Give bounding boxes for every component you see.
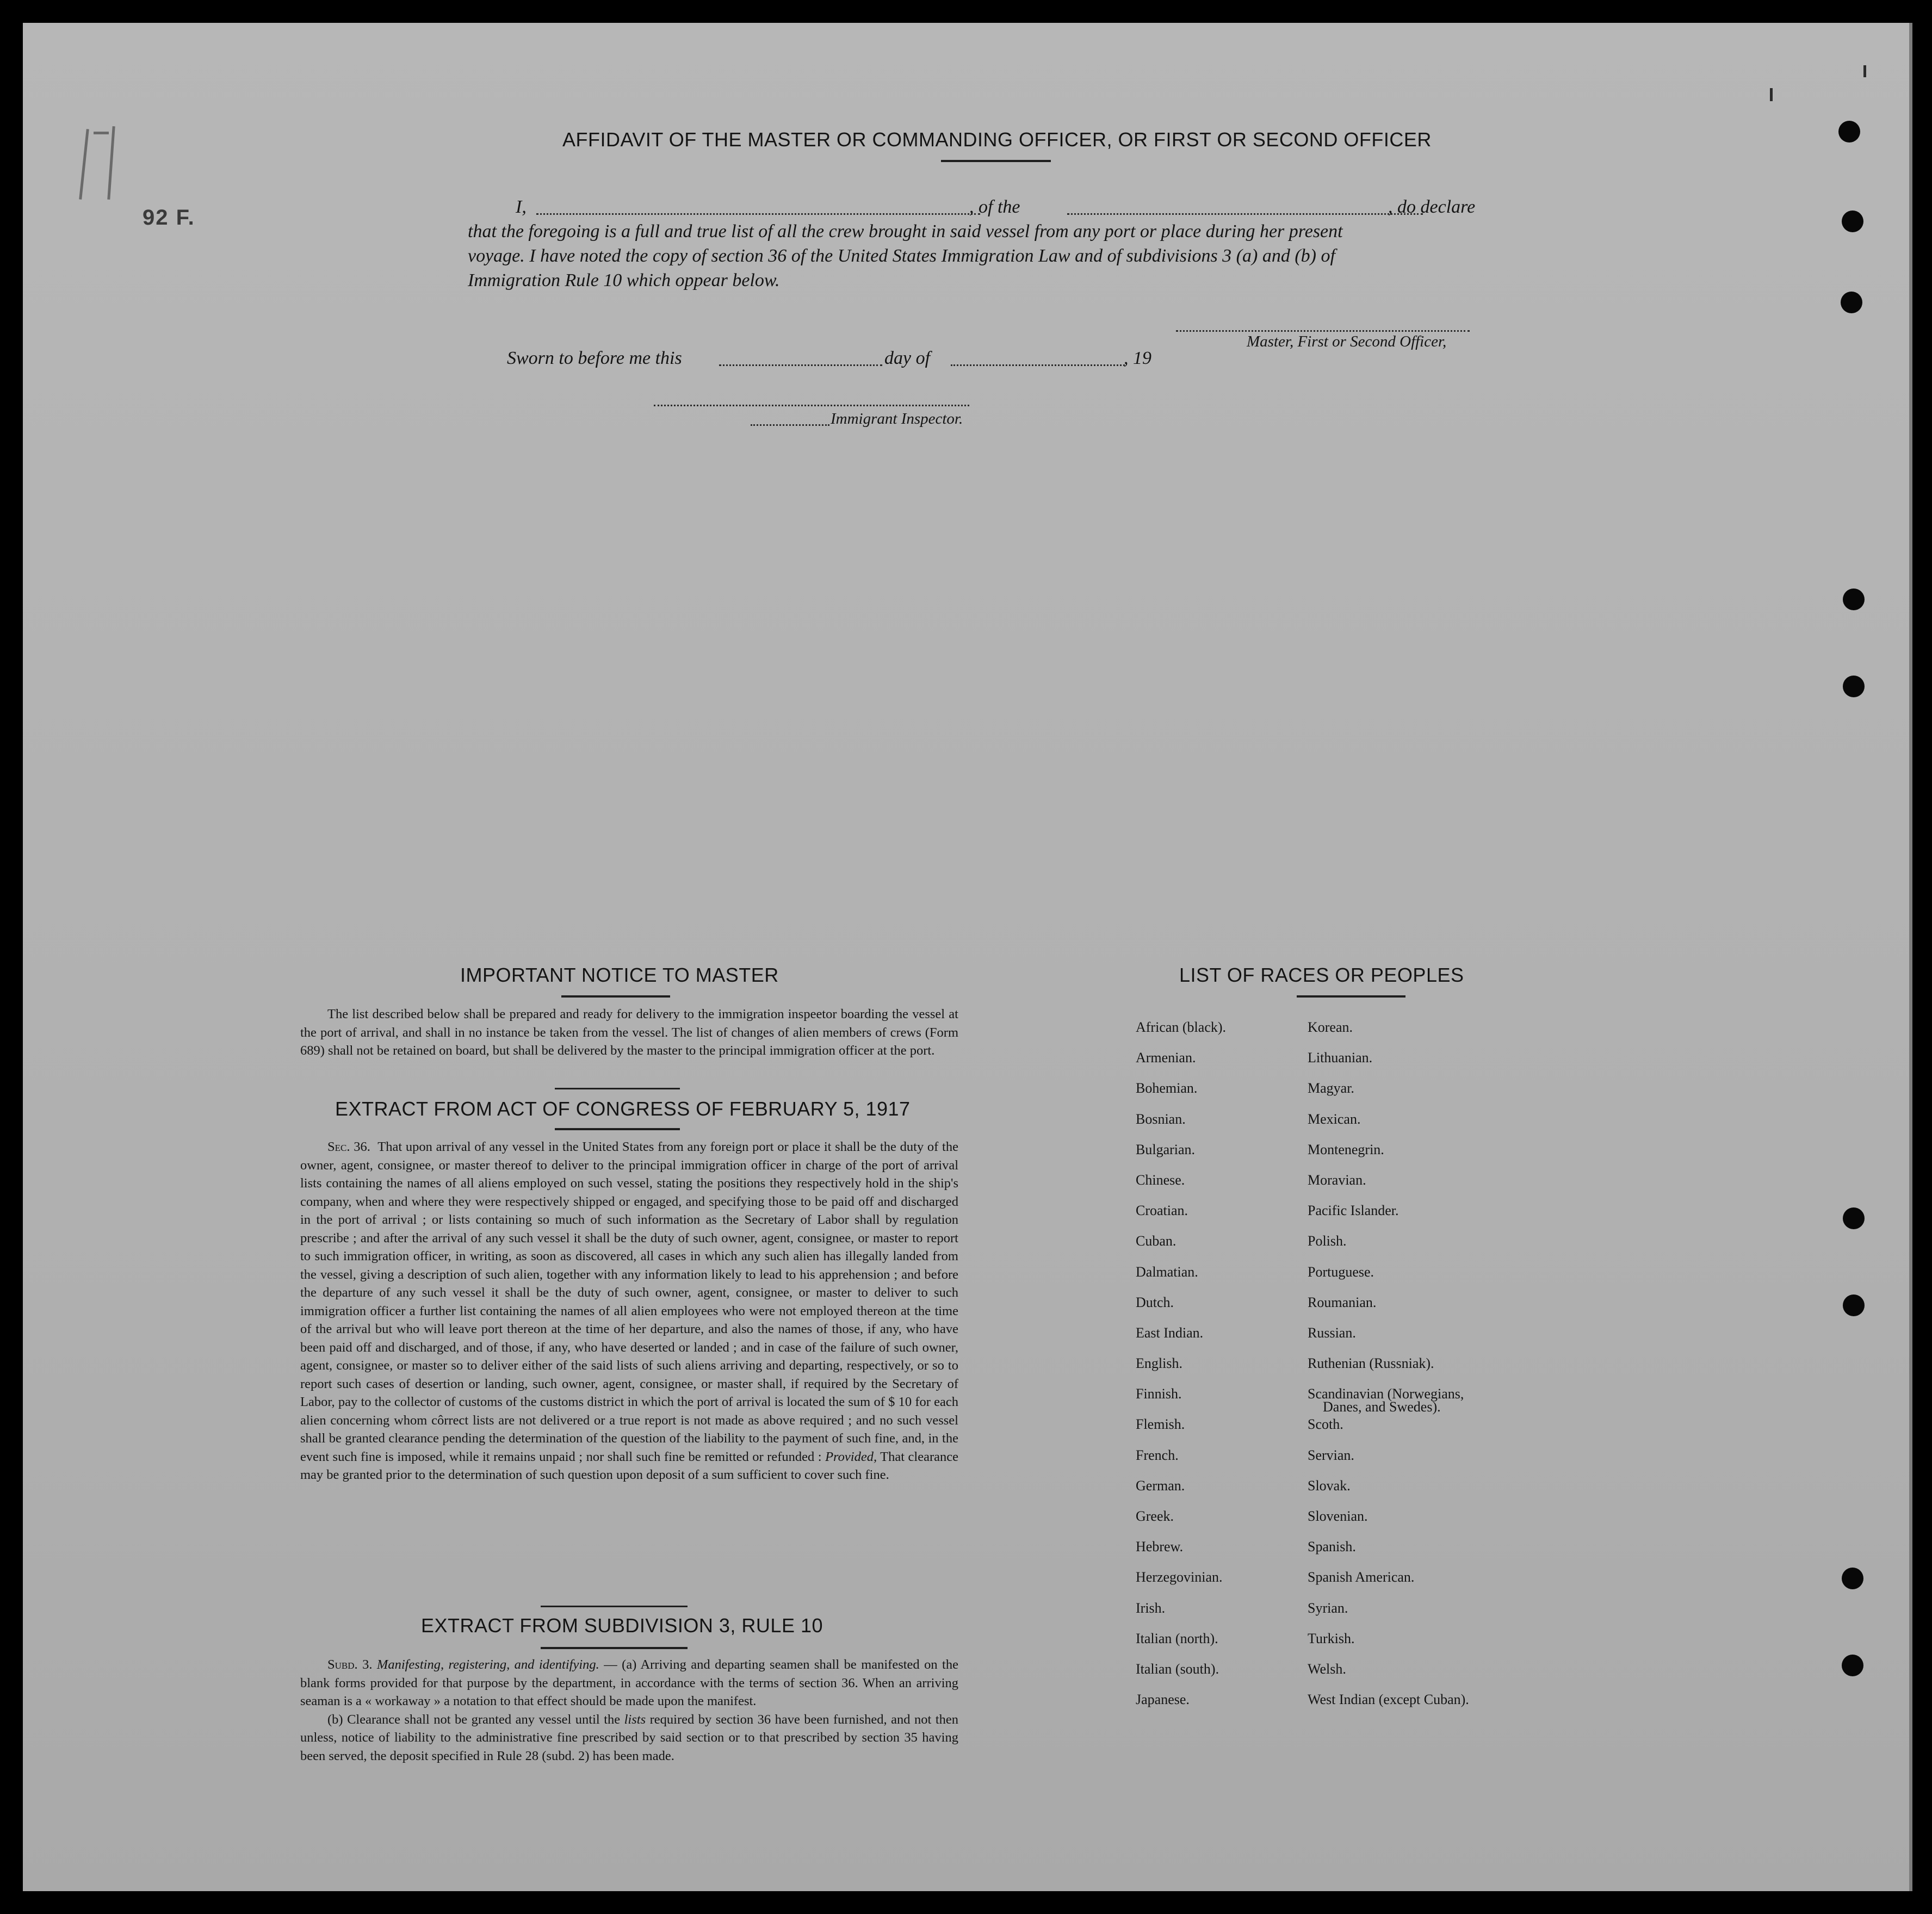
race-item: Cuban. [1136, 1233, 1176, 1249]
act-paragraph [300, 1138, 958, 1484]
margin-pencil-mark [94, 132, 109, 134]
race-item [1308, 1386, 1469, 1416]
vessel-blank [1067, 213, 1423, 215]
affidavit-line-3: voyage. I have noted the copy of section 36 of the United States Immigration Law and of subdivisions 3 (a) and (b) of [468, 246, 1335, 266]
binder-hole [1842, 210, 1863, 232]
margin-pencil-mark [79, 129, 89, 200]
notice-title: IMPORTANT NOTICE TO MASTER [460, 964, 779, 986]
subd-heading: Manifesting, registering, and identifying. [376, 1657, 599, 1672]
race-item: Welsh. [1308, 1661, 1346, 1677]
races-right-column [1308, 1019, 1469, 1722]
year-label: , 19 [1124, 348, 1151, 368]
race-item: Dalmatian. [1136, 1263, 1198, 1280]
para-a-mark: — (a) [604, 1657, 637, 1672]
rule-title-rule [541, 1647, 688, 1649]
notice-body: The list described below shall be prepared and ready for delivery to the immigration inspeetor boarding the vessel at the port of arrival, and shall in no instance be taken from the vessel. The list of changes of alien members of crews (Form 689) shall not be retained on board, but shall be delivered by the master to the principal immigration officer at the port. [300, 1007, 958, 1058]
name-blank [536, 213, 980, 215]
act-body: That upon arrival of any vessel in the United States from any foreign port or place it shall be the duty of the owner, agent, consignee, or master thereof to deliver to the principal immigration officer in charge of the port of arrival lists containing the names of all aliens employed on such vessel, stating the positions they respectively hold in the ship's company, when and where they were respectively shipped or engaged, and specifying those to be paid off and discharged in the port of arrival ; or lists containing so much of such information as the Secretary of Labor shall by regulation prescribe ; and after the arrival of any such vessel it shall be the duty of such owner, agent, consignee, or master to report to such immigration officer, in writing, as soon as discovered, all cases in which any such alien has illegally landed from the vessel, giving a description of such alien, together with any information likely to lead to his apprehension ; and before the departure of any such vessel it shall be the duty of such owner, agent, consignee, or master to deliver to such immigration officer a further list containing the names of all alien employees who were not employed thereon at the time of the arrival but who will leave port thereon at the time of her departure, and also the names of those, if any, who have been paid off and discharged, and of those, if any, who have deserted or landed ; and in case of the failure of such owner, agent, consignee, or master so to deliver either of the said lists of such aliens arriving and departing, respectively, or so to report such cases of desertion or landing, such owner, agent, consignee, or master shall, if required by the Secretary of Labor, pay to the collector of customs of the customs district in which the port of arrival is located the sum of $ 10 for each alien concerning whom côrrect lists are not delivered or a true report is not made as above required ; and no such vessel shall be granted clearance pending the determination of the question of the liability to the payment of such fine, and, in the event such fine is imposed, while it remains unpaid ; nor shall such fine be remitted or refunded : [300, 1139, 958, 1464]
race-item: Flemish. [1136, 1416, 1185, 1433]
race-item: Armenian. [1136, 1050, 1196, 1066]
act-section-label: Sec. 36. [327, 1139, 370, 1154]
race-item: Hebrew. [1136, 1539, 1184, 1555]
sworn-month-blank [951, 364, 1125, 366]
race-item: Bulgarian. [1136, 1141, 1196, 1157]
race-item: Croatian. [1136, 1203, 1188, 1219]
act-body-end: That clearance may be granted prior to the determination of such question upon deposit of a sum sufficient to cover such fine. [300, 1449, 959, 1482]
affidavit-title: AFFIDAVIT OF THE MASTER OR COMMANDING OFFICER, OR FIRST OR SECOND OFFICER [562, 128, 1432, 151]
para-b-mark: (b) [327, 1712, 343, 1727]
race-item: Greek. [1136, 1508, 1174, 1524]
race-item: French. [1136, 1447, 1179, 1463]
para-a-body: Arriving and departing seamen shall be manifested on the blank forms provided for that purpose by the department, in accordance with the terms of section 36. When an arriving seaman is a « workaway » a notation to that effect should be made upon the manifest. [300, 1657, 958, 1708]
page-stamp-number: 92 F. [143, 206, 195, 230]
corner-tick-mark [1863, 65, 1866, 77]
race-item: Slovenian. [1308, 1508, 1368, 1524]
rule-paragraph [300, 1656, 958, 1765]
race-item: Dutch. [1136, 1294, 1174, 1310]
rule-title: EXTRACT FROM SUBDIVISION 3, RULE 10 [421, 1614, 823, 1637]
affidavit-line-4: Immigration Rule 10 which oppear below. [468, 270, 780, 290]
binder-hole [1843, 589, 1865, 610]
race-item: Portuguese. [1308, 1263, 1374, 1280]
race-item: Polish. [1308, 1233, 1347, 1249]
binder-hole [1841, 292, 1862, 313]
margin-pencil-mark [107, 126, 115, 200]
sworn-label: Sworn to before me this [507, 348, 682, 368]
affidavit-line-2: that the foregoing is a full and true list of all the crew brought in said vessel from any port or place during her present [468, 221, 1343, 241]
race-item: Roumanian. [1308, 1294, 1377, 1310]
binder-hole [1842, 1568, 1863, 1589]
subd-label: Subd. 3. [327, 1657, 373, 1672]
sworn-day-blank [719, 364, 882, 366]
affidavit-i-label: I, [516, 197, 527, 217]
act-provided: Provided, [825, 1449, 877, 1464]
para-b-body-2: required by section 36 have been furnished, and not then unless, notice of liability to the administrative fine prescribed by said section or to that prescribed by section 35 having been served, the deposit specified in Rule 28 (subd. 2) has been made. [300, 1712, 958, 1763]
race-item: Bosnian. [1136, 1111, 1186, 1127]
binder-hole [1838, 121, 1860, 143]
para-b-lists: lists [624, 1712, 646, 1727]
race-item: Spanish American. [1308, 1569, 1415, 1585]
race-item: West Indian (except Cuban). [1308, 1692, 1469, 1708]
race-item: Turkish. [1308, 1630, 1355, 1646]
binder-hole [1843, 1207, 1865, 1229]
race-item: Servian. [1308, 1447, 1354, 1463]
binder-hole [1842, 1655, 1863, 1676]
race-item: Irish. [1136, 1600, 1166, 1616]
affidavit-of-the-label: , of the [969, 197, 1020, 217]
race-item: Italian (north). [1136, 1630, 1218, 1646]
race-item: Chinese. [1136, 1172, 1185, 1188]
binder-hole [1843, 676, 1865, 697]
corner-tick-mark [1770, 88, 1773, 101]
day-of-label: day of [884, 348, 931, 368]
affidavit-title-rule [941, 160, 1051, 162]
race-item: African (black). [1136, 1019, 1227, 1035]
act-title: EXTRACT FROM ACT OF CONGRESS OF FEBRUARY 5, 1917 [335, 1098, 911, 1120]
races-left-column [1136, 1019, 1226, 1722]
rule-title-rule [541, 1606, 688, 1607]
notice-paragraph [300, 1005, 958, 1060]
master-label: Master, First or Second Officer, [1247, 333, 1447, 350]
master-signature-blank [1176, 330, 1470, 332]
races-title: LIST OF RACES OR PEOPLES [1179, 964, 1464, 986]
race-item: Japanese. [1136, 1692, 1190, 1708]
race-item: Finnish. [1136, 1386, 1182, 1402]
race-item: Spanish. [1308, 1539, 1356, 1555]
race-item-scandinavian-cont: Danes, and Swedes). [1323, 1399, 1441, 1415]
race-item: Korean. [1308, 1019, 1353, 1035]
race-item: Slovak. [1308, 1477, 1351, 1494]
binder-hole [1843, 1294, 1865, 1316]
race-item: Syrian. [1308, 1600, 1348, 1616]
inspector-dot-leader [751, 424, 829, 426]
race-item: Moravian. [1308, 1172, 1366, 1188]
notice-title-rule [561, 995, 670, 998]
race-item: Magyar. [1308, 1080, 1354, 1097]
race-item-scandinavian: Scandinavian (Norwegians, [1308, 1386, 1464, 1402]
inspector-label: Immigrant Inspector. [831, 410, 963, 428]
race-item: Mexican. [1308, 1111, 1361, 1127]
race-item: Lithuanian. [1308, 1050, 1373, 1066]
race-item: Bohemian. [1136, 1080, 1198, 1097]
race-item: English. [1136, 1355, 1182, 1372]
race-item: Scoth. [1308, 1416, 1343, 1433]
races-title-rule [1297, 995, 1405, 998]
document-sheet [23, 23, 1912, 1891]
inspector-signature-blank [654, 405, 969, 406]
act-title-rule [555, 1088, 680, 1089]
race-item: Russian. [1308, 1324, 1356, 1341]
race-item: Montenegrin. [1308, 1141, 1384, 1157]
race-item: Italian (south). [1136, 1661, 1219, 1677]
para-b-body-1: Clearance shall not be granted any vessel until the [347, 1712, 621, 1727]
race-item: Herzegovinian. [1136, 1569, 1223, 1585]
act-title-rule [555, 1128, 680, 1130]
race-item: Pacific Islander. [1308, 1203, 1399, 1219]
race-item: East Indian. [1136, 1324, 1204, 1341]
race-item: Ruthenian (Russniak). [1308, 1355, 1434, 1372]
affidavit-declare-label: , do declare [1388, 197, 1476, 217]
race-item: German. [1136, 1477, 1185, 1494]
